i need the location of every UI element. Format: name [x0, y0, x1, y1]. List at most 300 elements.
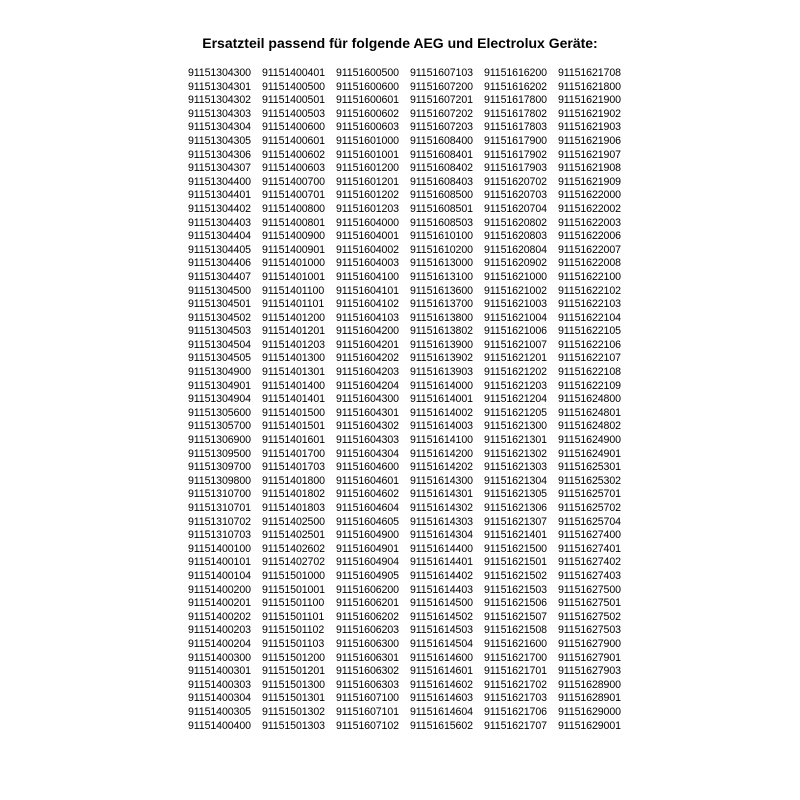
part-number: 91151304401 — [188, 189, 251, 202]
part-number: 91151401100 — [262, 284, 325, 297]
part-number: 91151401101 — [262, 298, 325, 311]
part-number-column-5 — [484, 67, 558, 733]
part-number: 91151604602 — [336, 488, 399, 501]
part-number: 91151304504 — [188, 338, 251, 351]
part-number: 91151627503 — [558, 624, 621, 637]
part-number: 91151621902 — [558, 107, 621, 120]
part-number: 91151304305 — [188, 134, 251, 147]
part-number-table — [188, 67, 628, 747]
part-number: 91151607201 — [410, 94, 473, 107]
part-number: 91151621700 — [484, 651, 547, 664]
part-number: 91151625702 — [558, 502, 621, 514]
part-number: 91151614401 — [410, 556, 473, 569]
part-number: 91151304500 — [188, 284, 251, 297]
part-number: 91151304303 — [188, 107, 251, 120]
part-number: 91151625701 — [558, 488, 621, 501]
part-number: 91151621508 — [484, 624, 547, 637]
part-number: 91151401700 — [262, 447, 325, 460]
part-number: 91151629000 — [558, 705, 621, 718]
part-number: 91151400501 — [262, 94, 325, 107]
part-number: 91151604605 — [336, 515, 399, 528]
part-number: 91151600601 — [336, 94, 399, 107]
part-number: 91151627403 — [558, 569, 621, 582]
part-number: 91151304505 — [188, 352, 251, 365]
part-number: 91151604103 — [336, 311, 399, 324]
part-number: 91151614302 — [410, 502, 473, 514]
part-number: 91151604001 — [336, 230, 399, 243]
part-number: 91151621908 — [558, 162, 621, 175]
part-number: 91151401201 — [262, 325, 325, 338]
part-number: 91151621007 — [484, 338, 547, 351]
part-number: 91151604600 — [336, 461, 399, 474]
part-number: 91151501303 — [262, 719, 325, 732]
part-number: 91151304407 — [188, 270, 251, 283]
part-number: 91151607203 — [410, 121, 473, 134]
part-number: 91151621302 — [484, 447, 547, 460]
part-number: 91151627500 — [558, 583, 621, 596]
part-number: 91151607202 — [410, 107, 473, 120]
page-title: Ersatzteil passend für folgende AEG und Electrolux Geräte: — [202, 35, 598, 51]
part-number: 91151400601 — [262, 134, 325, 147]
part-number: 91151617900 — [484, 134, 547, 147]
part-number: 91151400204 — [188, 637, 251, 650]
part-number: 91151401001 — [262, 270, 325, 283]
part-number: 91151607200 — [410, 80, 473, 93]
part-number: 91151604300 — [336, 393, 399, 406]
part-number: 91151613100 — [410, 270, 473, 283]
part-number: 91151401800 — [262, 474, 325, 487]
part-number: 91151614002 — [410, 406, 473, 419]
part-number: 91151617800 — [484, 94, 547, 107]
part-number: 91151613600 — [410, 284, 473, 297]
part-number: 91151304904 — [188, 393, 251, 406]
part-number-column-6 — [558, 67, 632, 733]
part-number: 91151625704 — [558, 515, 621, 528]
part-number: 91151501302 — [262, 705, 325, 718]
part-number: 91151622102 — [558, 284, 621, 297]
part-number: 91151304307 — [188, 162, 251, 175]
part-number: 91151400100 — [188, 542, 251, 555]
part-number: 91151617802 — [484, 107, 547, 120]
part-number: 91151621202 — [484, 366, 547, 379]
part-number: 91151304403 — [188, 216, 251, 229]
part-number: 91151622107 — [558, 352, 621, 365]
part-number: 91151614400 — [410, 542, 473, 555]
part-number: 91151608400 — [410, 134, 473, 147]
part-number: 91151501001 — [262, 583, 325, 596]
part-number: 91151614303 — [410, 515, 473, 528]
part-number: 91151614300 — [410, 474, 473, 487]
part-number: 91151604302 — [336, 420, 399, 433]
part-number: 91151400900 — [262, 230, 325, 243]
part-number: 91151400203 — [188, 624, 251, 637]
part-number: 91151621303 — [484, 461, 547, 474]
part-number: 91151600602 — [336, 107, 399, 120]
part-number: 91151621502 — [484, 569, 547, 582]
part-number: 91151606302 — [336, 665, 399, 678]
part-number: 91151613900 — [410, 338, 473, 351]
part-number: 91151606201 — [336, 597, 399, 610]
part-number: 91151606301 — [336, 651, 399, 664]
part-number: 91151601200 — [336, 162, 399, 175]
part-number: 91151621707 — [484, 719, 547, 732]
part-number: 91151604102 — [336, 298, 399, 311]
part-number: 91151614200 — [410, 447, 473, 460]
part-number: 91151501301 — [262, 692, 325, 705]
part-number: 91151304404 — [188, 230, 251, 243]
part-number: 91151620704 — [484, 202, 547, 215]
part-number: 91151614202 — [410, 461, 473, 474]
part-number: 91151621205 — [484, 406, 547, 419]
part-number: 91151621507 — [484, 610, 547, 623]
part-number: 91151620702 — [484, 175, 547, 188]
part-number: 91151614603 — [410, 692, 473, 705]
part-number: 91151624802 — [558, 420, 621, 433]
part-number: 91151604301 — [336, 406, 399, 419]
part-number: 91151604101 — [336, 284, 399, 297]
part-number: 91151621900 — [558, 94, 621, 107]
part-number: 91151614003 — [410, 420, 473, 433]
part-number: 91151607102 — [336, 719, 399, 732]
part-number: 91151614503 — [410, 624, 473, 637]
part-number: 91151614100 — [410, 434, 473, 447]
part-number: 91151621903 — [558, 121, 621, 134]
part-number: 91151304405 — [188, 243, 251, 256]
part-number: 91151304901 — [188, 379, 251, 392]
part-number: 91151604904 — [336, 556, 399, 569]
part-number: 91151622000 — [558, 189, 621, 202]
part-number: 91151613903 — [410, 366, 473, 379]
part-number: 91151614601 — [410, 665, 473, 678]
part-number: 91151614604 — [410, 705, 473, 718]
part-number: 91151304406 — [188, 257, 251, 270]
part-number: 91151304402 — [188, 202, 251, 215]
part-number: 91151601000 — [336, 134, 399, 147]
part-number: 91151402500 — [262, 515, 325, 528]
part-number: 91151622106 — [558, 338, 621, 351]
part-number: 91151400400 — [188, 719, 251, 732]
part-number: 91151401300 — [262, 352, 325, 365]
part-number: 91151604304 — [336, 447, 399, 460]
part-number: 91151624801 — [558, 406, 621, 419]
part-number: 91151621708 — [558, 67, 621, 79]
part-number: 91151614000 — [410, 379, 473, 392]
part-number: 91151622105 — [558, 325, 621, 338]
part-number: 91151604003 — [336, 257, 399, 270]
part-number: 91151400201 — [188, 597, 251, 610]
part-number: 91151400801 — [262, 216, 325, 229]
part-number: 91151622108 — [558, 366, 621, 379]
part-number: 91151617803 — [484, 121, 547, 134]
part-number: 91151610100 — [410, 230, 473, 243]
part-number: 91151622002 — [558, 202, 621, 215]
part-number: 91151621204 — [484, 393, 547, 406]
part-number: 91151607100 — [336, 692, 399, 705]
part-number: 91151613902 — [410, 352, 473, 365]
part-number: 91151304306 — [188, 148, 251, 161]
part-number: 91151304900 — [188, 366, 251, 379]
part-number: 91151305700 — [188, 420, 251, 433]
part-number: 91151304300 — [188, 67, 251, 79]
part-number: 91151608500 — [410, 189, 473, 202]
part-number: 91151621706 — [484, 705, 547, 718]
part-number: 91151501103 — [262, 637, 325, 650]
part-number: 91151400304 — [188, 692, 251, 705]
part-number: 91151614502 — [410, 610, 473, 623]
part-number: 91151627901 — [558, 651, 621, 664]
part-number: 91151501101 — [262, 610, 325, 623]
part-number: 91151621701 — [484, 665, 547, 678]
part-number: 91151501102 — [262, 624, 325, 637]
part-number: 91151627903 — [558, 665, 621, 678]
part-number: 91151621906 — [558, 134, 621, 147]
part-number: 91151606300 — [336, 637, 399, 650]
part-number: 91151622109 — [558, 379, 621, 392]
part-number: 91151604200 — [336, 325, 399, 338]
part-number: 91151604100 — [336, 270, 399, 283]
part-number: 91151310701 — [188, 502, 251, 514]
part-number: 91151627502 — [558, 610, 621, 623]
part-number: 91151402501 — [262, 529, 325, 542]
part-number: 91151401803 — [262, 502, 325, 514]
part-number: 91151615602 — [410, 719, 473, 732]
part-number: 91151621203 — [484, 379, 547, 392]
part-number: 91151625301 — [558, 461, 621, 474]
part-number: 91151400901 — [262, 243, 325, 256]
part-number: 91151400401 — [262, 67, 325, 79]
part-number-column-3 — [336, 67, 410, 733]
part-number: 91151304302 — [188, 94, 251, 107]
part-number: 91151627401 — [558, 542, 621, 555]
part-number: 91151614504 — [410, 637, 473, 650]
part-number: 91151621506 — [484, 597, 547, 610]
part-number: 91151304301 — [188, 80, 251, 93]
part-number: 91151604900 — [336, 529, 399, 542]
part-number: 91151401500 — [262, 406, 325, 419]
part-number: 91151614301 — [410, 488, 473, 501]
part-number: 91151620902 — [484, 257, 547, 270]
part-number: 91151601001 — [336, 148, 399, 161]
part-number: 91151620803 — [484, 230, 547, 243]
part-number: 91151622003 — [558, 216, 621, 229]
part-number: 91151621703 — [484, 692, 547, 705]
part-number: 91151400701 — [262, 189, 325, 202]
part-number: 91151604204 — [336, 379, 399, 392]
part-number: 91151617903 — [484, 162, 547, 175]
part-number: 91151621004 — [484, 311, 547, 324]
part-number: 91151401200 — [262, 311, 325, 324]
part-number: 91151501100 — [262, 597, 325, 610]
part-number: 91151604000 — [336, 216, 399, 229]
part-number: 91151614402 — [410, 569, 473, 582]
part-number: 91151400503 — [262, 107, 325, 120]
part-number: 91151607103 — [410, 67, 473, 79]
part-number: 91151501000 — [262, 569, 325, 582]
part-number: 91151400101 — [188, 556, 251, 569]
part-number: 91151608501 — [410, 202, 473, 215]
part-number: 91151620802 — [484, 216, 547, 229]
part-number: 91151621305 — [484, 488, 547, 501]
part-number: 91151402702 — [262, 556, 325, 569]
part-number: 91151304400 — [188, 175, 251, 188]
part-number: 91151401601 — [262, 434, 325, 447]
part-number: 91151628900 — [558, 678, 621, 691]
part-number: 91151629001 — [558, 719, 621, 732]
part-number: 91151310702 — [188, 515, 251, 528]
part-number: 91151401203 — [262, 338, 325, 351]
part-number: 91151625302 — [558, 474, 621, 487]
part-number: 91151621307 — [484, 515, 547, 528]
part-number: 91151620804 — [484, 243, 547, 256]
part-number: 91151402602 — [262, 542, 325, 555]
part-number: 91151608503 — [410, 216, 473, 229]
part-number: 91151613000 — [410, 257, 473, 270]
part-number: 91151310703 — [188, 529, 251, 542]
part-number: 91151604601 — [336, 474, 399, 487]
part-number: 91151614602 — [410, 678, 473, 691]
part-number: 91151604905 — [336, 569, 399, 582]
part-number: 91151604202 — [336, 352, 399, 365]
part-number: 91151608401 — [410, 148, 473, 161]
part-number: 91151304304 — [188, 121, 251, 134]
part-number: 91151624800 — [558, 393, 621, 406]
part-number: 91151614500 — [410, 597, 473, 610]
part-number: 91151304503 — [188, 325, 251, 338]
part-number: 91151400305 — [188, 705, 251, 718]
part-number: 91151604303 — [336, 434, 399, 447]
part-number: 91151309700 — [188, 461, 251, 474]
part-number: 91151628901 — [558, 692, 621, 705]
part-number: 91151401400 — [262, 379, 325, 392]
part-number: 91151401000 — [262, 257, 325, 270]
part-number: 91151621501 — [484, 556, 547, 569]
part-number: 91151621003 — [484, 298, 547, 311]
part-number: 91151613700 — [410, 298, 473, 311]
part-number: 91151304502 — [188, 311, 251, 324]
part-number: 91151621300 — [484, 420, 547, 433]
part-number: 91151621500 — [484, 542, 547, 555]
part-number: 91151622104 — [558, 311, 621, 324]
part-number: 91151621306 — [484, 502, 547, 514]
part-number: 91151400500 — [262, 80, 325, 93]
part-number: 91151309800 — [188, 474, 251, 487]
part-number: 91151606202 — [336, 610, 399, 623]
part-number: 91151621006 — [484, 325, 547, 338]
part-number: 91151600600 — [336, 80, 399, 93]
part-number: 91151627402 — [558, 556, 621, 569]
part-number: 91151620703 — [484, 189, 547, 202]
part-number: 91151624900 — [558, 434, 621, 447]
part-number: 91151400104 — [188, 569, 251, 582]
part-number: 91151606200 — [336, 583, 399, 596]
part-number: 91151401802 — [262, 488, 325, 501]
part-number: 91151604203 — [336, 366, 399, 379]
part-number: 91151310700 — [188, 488, 251, 501]
part-number: 91151614304 — [410, 529, 473, 542]
part-number: 91151621401 — [484, 529, 547, 542]
part-number: 91151400603 — [262, 162, 325, 175]
part-number: 91151401401 — [262, 393, 325, 406]
part-number: 91151309500 — [188, 447, 251, 460]
part-number: 91151400800 — [262, 202, 325, 215]
part-number: 91151621002 — [484, 284, 547, 297]
part-number: 91151627501 — [558, 597, 621, 610]
part-number: 91151616202 — [484, 80, 547, 93]
part-number-column-1 — [188, 67, 262, 733]
part-number: 91151400200 — [188, 583, 251, 596]
part-number: 91151501300 — [262, 678, 325, 691]
part-number: 91151400300 — [188, 651, 251, 664]
part-number: 91151627900 — [558, 637, 621, 650]
part-number: 91151624901 — [558, 447, 621, 460]
part-number: 91151400700 — [262, 175, 325, 188]
part-number: 91151622006 — [558, 230, 621, 243]
part-number-column-2 — [262, 67, 336, 733]
part-number: 91151621301 — [484, 434, 547, 447]
part-number: 91151621702 — [484, 678, 547, 691]
part-number: 91151501201 — [262, 665, 325, 678]
part-number: 91151614001 — [410, 393, 473, 406]
part-number: 91151616200 — [484, 67, 547, 79]
part-number: 91151304501 — [188, 298, 251, 311]
part-number: 91151606303 — [336, 678, 399, 691]
part-number: 91151600603 — [336, 121, 399, 134]
part-number: 91151400600 — [262, 121, 325, 134]
part-number: 91151622103 — [558, 298, 621, 311]
part-number: 91151621907 — [558, 148, 621, 161]
part-number: 91151401703 — [262, 461, 325, 474]
part-number: 91151607101 — [336, 705, 399, 718]
part-number: 91151305600 — [188, 406, 251, 419]
part-number: 91151604901 — [336, 542, 399, 555]
part-number: 91151401301 — [262, 366, 325, 379]
part-number: 91151600500 — [336, 67, 399, 79]
part-number: 91151614403 — [410, 583, 473, 596]
part-number: 91151601201 — [336, 175, 399, 188]
part-number-column-4 — [410, 67, 484, 733]
part-number: 91151621800 — [558, 80, 621, 93]
part-number: 91151401501 — [262, 420, 325, 433]
part-number: 91151608403 — [410, 175, 473, 188]
part-number: 91151400202 — [188, 610, 251, 623]
part-number: 91151613802 — [410, 325, 473, 338]
part-number: 91151621503 — [484, 583, 547, 596]
part-number: 91151621909 — [558, 175, 621, 188]
part-number: 91151601202 — [336, 189, 399, 202]
part-number: 91151501200 — [262, 651, 325, 664]
part-number: 91151613800 — [410, 311, 473, 324]
part-number: 91151601203 — [336, 202, 399, 215]
part-number: 91151621600 — [484, 637, 547, 650]
part-number: 91151604604 — [336, 502, 399, 514]
part-number: 91151608402 — [410, 162, 473, 175]
part-number: 91151604201 — [336, 338, 399, 351]
part-number: 91151627400 — [558, 529, 621, 542]
part-number: 91151614600 — [410, 651, 473, 664]
part-number: 91151306900 — [188, 434, 251, 447]
part-number: 91151622008 — [558, 257, 621, 270]
part-number: 91151610200 — [410, 243, 473, 256]
part-number: 91151622007 — [558, 243, 621, 256]
part-number: 91151621000 — [484, 270, 547, 283]
part-number: 91151400301 — [188, 665, 251, 678]
part-number: 91151621304 — [484, 474, 547, 487]
part-number: 91151400602 — [262, 148, 325, 161]
part-number: 91151622100 — [558, 270, 621, 283]
part-number: 91151606203 — [336, 624, 399, 637]
part-number: 91151621201 — [484, 352, 547, 365]
part-number: 91151604002 — [336, 243, 399, 256]
